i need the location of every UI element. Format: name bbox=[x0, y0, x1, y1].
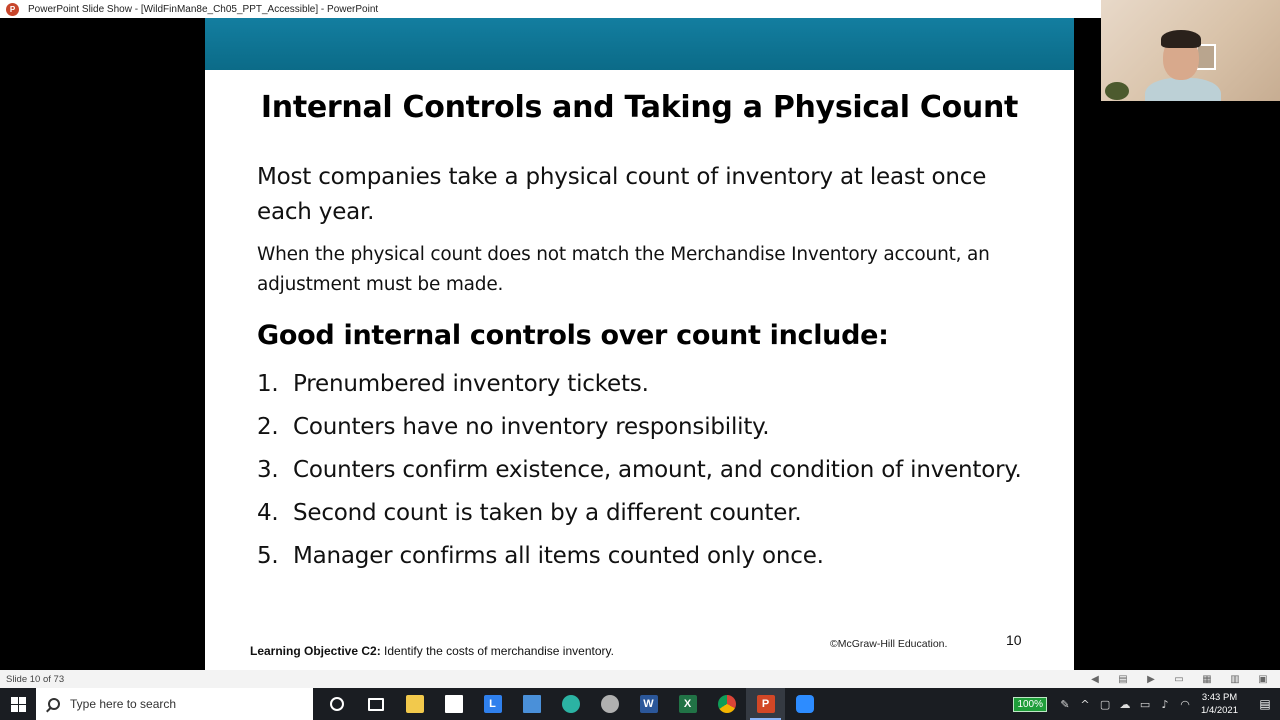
slide-title: Internal Controls and Taking a Physical Count bbox=[260, 90, 1019, 125]
list-item-number: 1. bbox=[257, 371, 279, 397]
list-item bbox=[257, 452, 1037, 489]
learning-objective-text: Identify the costs of merchandise inventory. bbox=[384, 644, 614, 658]
slideshow-controls bbox=[1088, 672, 1270, 686]
mail-icon bbox=[523, 695, 541, 713]
list-item bbox=[257, 366, 1037, 403]
learning-objective-label: Learning Objective C2: bbox=[250, 644, 381, 658]
cortana-icon bbox=[330, 697, 344, 711]
start-button[interactable] bbox=[0, 688, 36, 720]
clock-date: 1/4/2021 bbox=[1201, 705, 1238, 716]
volume-icon[interactable]: ♪ bbox=[1161, 697, 1169, 711]
pen-icon[interactable]: ✎ bbox=[1060, 697, 1070, 711]
clock[interactable] bbox=[1201, 691, 1238, 717]
folder-icon bbox=[406, 695, 424, 713]
excel-icon: X bbox=[679, 695, 697, 713]
list-item bbox=[257, 409, 1037, 446]
chrome-icon bbox=[718, 695, 736, 713]
controls-list bbox=[257, 366, 1037, 581]
clock-time: 3:43 PM bbox=[1201, 692, 1238, 703]
list-item-text: Counters confirm existence, amount, and condition of inventory. bbox=[293, 457, 1022, 483]
taskbar-search[interactable] bbox=[36, 688, 313, 720]
webcam-video bbox=[1101, 0, 1280, 101]
taskbar-app-snip[interactable] bbox=[590, 688, 629, 720]
slide-menu-icon[interactable]: ▤ bbox=[1118, 673, 1128, 685]
taskbar-app-powerpoint[interactable] bbox=[746, 688, 785, 720]
learning-objective bbox=[250, 644, 614, 658]
slideshow-status-bar bbox=[0, 670, 1280, 688]
powerpoint-icon: P bbox=[757, 695, 775, 713]
taskbar-app-mail[interactable] bbox=[512, 688, 551, 720]
lockdown-browser-icon: L bbox=[484, 695, 502, 713]
taskbar-app-edge[interactable] bbox=[551, 688, 590, 720]
onedrive-icon[interactable]: ☁ bbox=[1119, 697, 1131, 711]
taskbar-app-zoom[interactable] bbox=[785, 688, 824, 720]
wall-frame bbox=[1196, 44, 1216, 70]
slide-page-number: 10 bbox=[1006, 632, 1022, 648]
windows-logo-icon bbox=[11, 697, 26, 712]
taskbar-app-file-explorer[interactable] bbox=[395, 688, 434, 720]
word-icon: W bbox=[640, 695, 658, 713]
list-item bbox=[257, 538, 1037, 575]
slide-sorter-icon[interactable]: ▦ bbox=[1202, 673, 1212, 685]
list-item-number: 4. bbox=[257, 500, 279, 526]
chevron-up-icon[interactable]: ^ bbox=[1080, 697, 1090, 711]
window-title-bar bbox=[0, 0, 1101, 18]
taskbar-app-chrome[interactable] bbox=[707, 688, 746, 720]
list-item-text: Manager confirms all items counted only once. bbox=[293, 543, 824, 569]
list-item-text: Prenumbered inventory tickets. bbox=[293, 371, 649, 397]
list-item-number: 5. bbox=[257, 543, 279, 569]
powerpoint-icon: P bbox=[6, 3, 19, 16]
previous-slide-icon[interactable]: ◀ bbox=[1091, 673, 1099, 685]
plant bbox=[1105, 82, 1129, 100]
snip-icon bbox=[601, 695, 619, 713]
notification-icon[interactable]: ▤ bbox=[1259, 697, 1271, 711]
reading-view-icon[interactable]: ▥ bbox=[1230, 673, 1240, 685]
taskbar-app-word[interactable] bbox=[629, 688, 668, 720]
cortana-button[interactable] bbox=[317, 688, 356, 720]
slide-paragraph-2: When the physical count does not match the Merchandise Inventory account, an adjustment must be made. bbox=[257, 244, 990, 295]
store-icon bbox=[445, 695, 463, 713]
task-view-icon bbox=[368, 698, 384, 711]
slide-paragraph-1: Most companies take a physical count of inventory at least once each year. bbox=[257, 164, 987, 225]
window-title: PowerPoint Slide Show - [WildFinMan8e_Ch05_PPT_Accessible] - PowerPoint bbox=[28, 3, 379, 15]
copyright: ©McGraw-Hill Education. bbox=[830, 638, 948, 650]
normal-view-icon[interactable]: ▭ bbox=[1174, 673, 1184, 685]
presenter-hair bbox=[1161, 30, 1201, 48]
slide-counter: Slide 10 of 73 bbox=[6, 673, 65, 685]
task-view-button[interactable] bbox=[356, 688, 395, 720]
device-icon[interactable]: ▢ bbox=[1099, 697, 1111, 711]
list-item-text: Counters have no inventory responsibility. bbox=[293, 414, 770, 440]
list-item-text: Second count is taken by a different counter. bbox=[293, 500, 802, 526]
taskbar-apps bbox=[317, 688, 824, 720]
system-tray bbox=[1013, 688, 1280, 720]
presenter-body bbox=[1145, 78, 1221, 101]
edge-icon bbox=[562, 695, 580, 713]
slide[interactable] bbox=[205, 18, 1074, 670]
taskbar-app-excel[interactable] bbox=[668, 688, 707, 720]
battery-indicator[interactable]: 100% bbox=[1013, 697, 1047, 712]
slideshow-view-icon[interactable]: ▣ bbox=[1258, 673, 1268, 685]
list-item-number: 3. bbox=[257, 457, 279, 483]
slide-subheading: Good internal controls over count include: bbox=[257, 320, 889, 351]
wifi-icon[interactable]: ◠ bbox=[1180, 697, 1190, 711]
slide-header-band bbox=[205, 18, 1074, 70]
list-item-number: 2. bbox=[257, 414, 279, 440]
list-item bbox=[257, 495, 1037, 532]
battery-icon[interactable]: ▭ bbox=[1139, 697, 1151, 711]
taskbar-app-store[interactable] bbox=[434, 688, 473, 720]
next-slide-icon[interactable]: ▶ bbox=[1147, 673, 1155, 685]
taskbar-app-lockdown-browser[interactable] bbox=[473, 688, 512, 720]
search-input[interactable] bbox=[70, 697, 300, 711]
search-icon bbox=[48, 698, 60, 710]
windows-taskbar bbox=[0, 688, 1280, 720]
zoom-icon bbox=[796, 695, 814, 713]
